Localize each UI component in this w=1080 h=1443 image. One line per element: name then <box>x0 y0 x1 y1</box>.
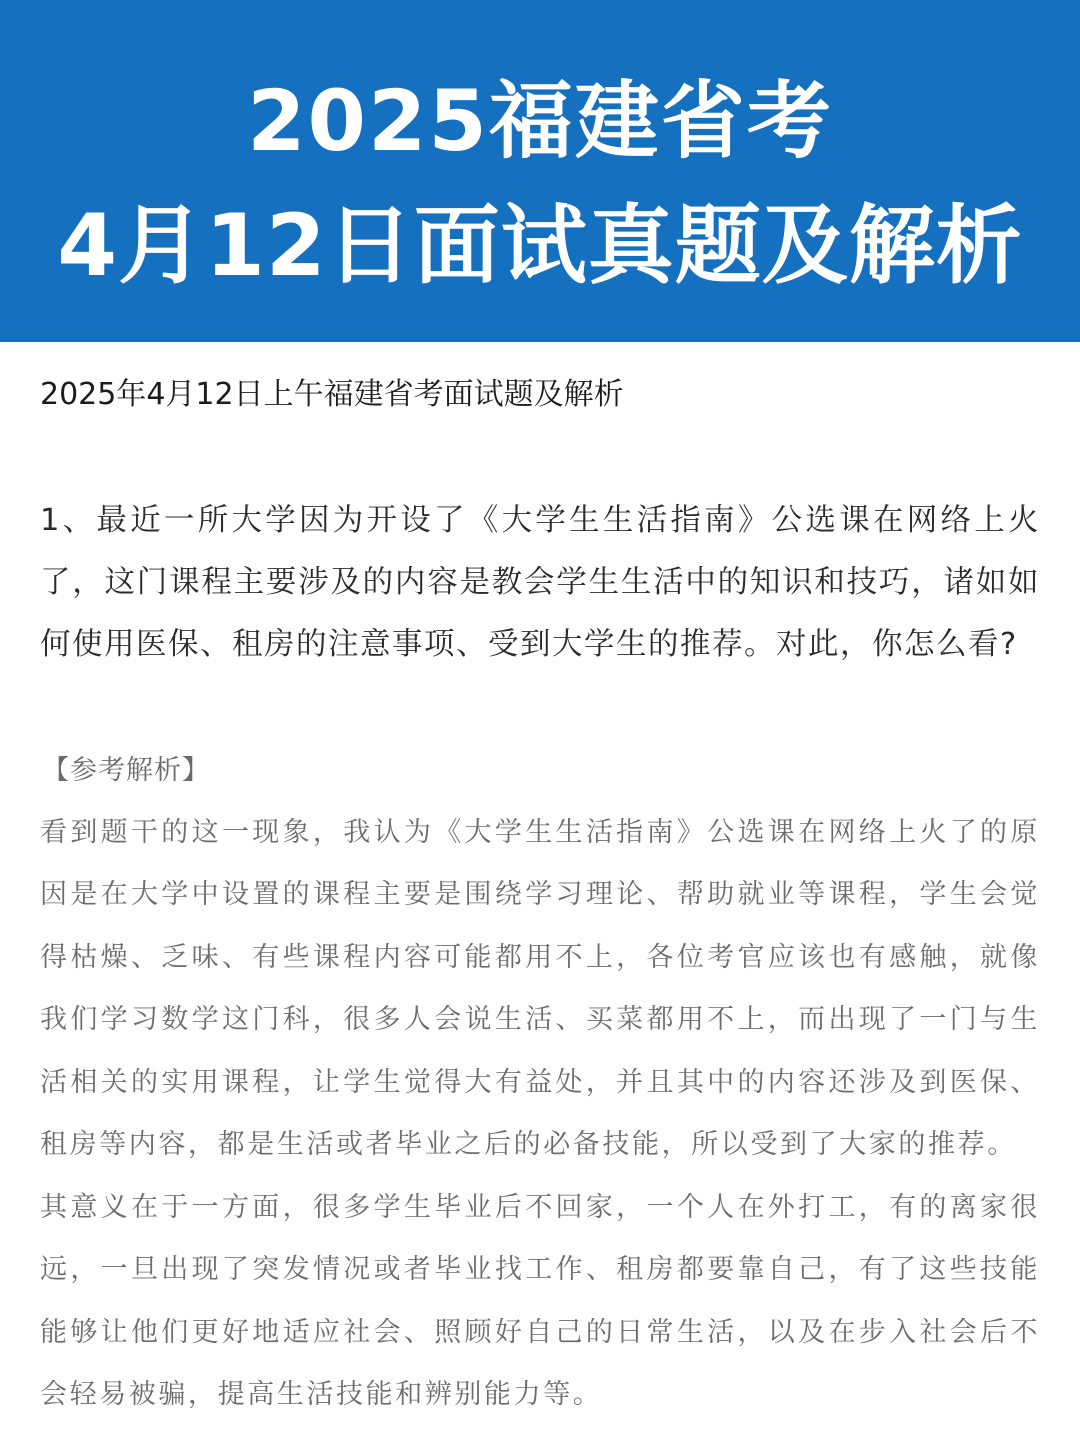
title-banner <box>0 0 1080 342</box>
banner-title-line-2: 4月12日面试真题及解析 <box>57 196 1023 296</box>
answer-paragraph-1: 看到题干的这一现象，我认为《大学生生活指南》公选课在网络上火了的原因是在大学中设置的课程主要是围绕学习理论、帮助就业等课程，学生会觉得枯燥、乏味、有些课程内容可能都用不上，各位考官应该也有感触，就像我们学习数学这门科，很多人会说生活、买菜都用不上，而出现了一门与生活相关的实用课程，让学生觉得大有益处，并且其中的内容还涉及到医保、租房等内容，都是生活或者毕业之后的必备技能，所以受到了大家的推荐。 <box>40 817 1040 1161</box>
banner-title-line-1: 2025福建省考 <box>247 72 833 170</box>
answer-paragraph-2: 其意义在于一方面，很多学生毕业后不回家，一个人在外打工，有的离家很远，一旦出现了突发情况或者毕业找工作、租房都要靠自己，有了这些技能能够让他们更好地适应社会、照顾好自己的日常生活，以及在步入社会后不会轻易被骗，提高生活技能和辨别能力等。 <box>40 1192 1040 1411</box>
document-subtitle: 2025年4月12日上午福建省考面试题及解析 <box>40 377 624 412</box>
reference-analysis-label: 【参考解析】 <box>42 755 210 786</box>
question-text: 1、最近一所大学因为开设了《大学生生活指南》公选课在网络上火了，这门课程主要涉及的内容是教会学生生活中的知识和技巧，诸如如何使用医保、租房的注意事项、受到大学生的推荐。对此，你怎么看? <box>40 503 1040 662</box>
